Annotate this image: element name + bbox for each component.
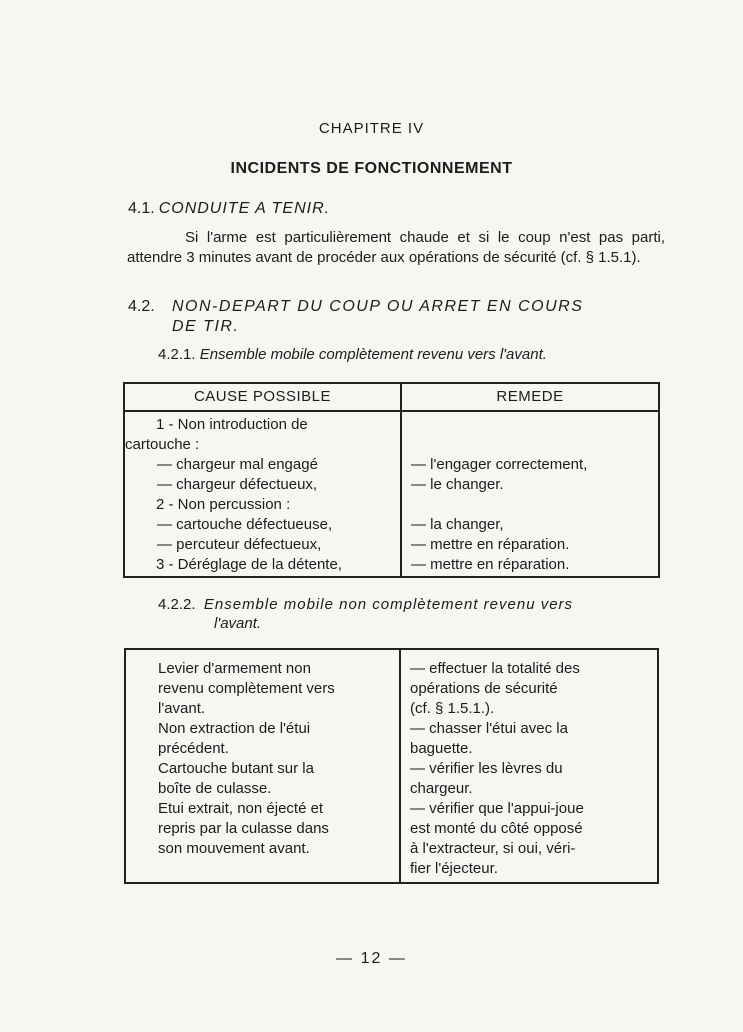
symptom-line: revenu complètement vers: [158, 680, 335, 697]
column-divider: [399, 650, 401, 882]
symptom-line: boîte de culasse.: [158, 780, 272, 797]
chapter-title: INCIDENTS DE FONCTIONNEMENT: [230, 160, 513, 177]
remedy-line: baguette.: [410, 740, 473, 757]
section-title-line1: Ensemble mobile non complètement revenu vers: [203, 596, 574, 613]
section-4-2-heading: [128, 297, 666, 337]
cause-line: — cartouche défectueuse,: [157, 516, 333, 533]
table-header-row: [125, 384, 658, 412]
incident-table-2: [124, 648, 659, 884]
symptom-line: précédent.: [158, 740, 229, 757]
column-divider: [400, 384, 402, 576]
header-remede: REMEDE: [496, 388, 564, 405]
section-number: 4.2.: [128, 298, 155, 315]
section-4-2-2-heading: [158, 595, 663, 633]
symptom-line: Etui extrait, non éjecté et: [158, 800, 324, 817]
symptom-line: Non extraction de l'étui: [158, 720, 311, 737]
cause-line: 2 - Non percussion :: [156, 496, 291, 513]
remedy-line: opérations de sécurité: [410, 680, 558, 697]
chapter-heading: CHAPITRE IV: [318, 120, 425, 137]
section-title-line2: DE TIR.: [172, 318, 240, 335]
remedy-column: [410, 659, 584, 879]
remedy-line: — effectuer la totalité des: [410, 660, 580, 677]
section-title-line1: NON-DEPART DU COUP OU ARRET EN COURS: [172, 298, 584, 315]
symptom-column: [158, 659, 335, 859]
remedy-line: — chasser l'étui avec la: [410, 720, 568, 737]
section-4-1-paragraph: Si l'arme est particulièrement chaude et si le coup n'est pas parti, attendre 3 minutes avant de procéder aux opérations de sécurité (cf. § 1.5.1).: [127, 229, 665, 266]
cause-line: — chargeur défectueux,: [157, 476, 318, 493]
cause-line: — percuteur défectueux,: [157, 536, 322, 553]
remede-line: — la changer,: [411, 516, 504, 533]
section-number: 4.2.2.: [158, 596, 196, 613]
remedy-line: chargeur.: [410, 780, 473, 797]
remede-line: — l'engager correctement,: [411, 456, 588, 473]
cause-line: — chargeur mal engagé: [157, 456, 318, 473]
remedy-line: à l'extracteur, si oui, véri-: [410, 840, 576, 857]
cause-line: cartouche :: [125, 436, 200, 453]
remedy-line: — vérifier que l'appui-joue: [410, 800, 584, 817]
symptom-line: son mouvement avant.: [158, 840, 310, 857]
header-cause: CAUSE POSSIBLE: [193, 388, 332, 405]
remedy-line: — vérifier les lèvres du: [410, 760, 563, 777]
symptom-line: repris par la culasse dans: [158, 820, 329, 837]
remede-line: — mettre en réparation.: [411, 556, 570, 573]
remede-line: — mettre en réparation.: [411, 536, 570, 553]
page-number: — 12 —: [336, 950, 407, 967]
symptom-line: Cartouche butant sur la: [158, 760, 314, 777]
incident-table-1: [123, 382, 660, 578]
remede-line: — le changer.: [411, 476, 504, 493]
cause-line: 1 - Non introduction de: [156, 416, 308, 433]
remedy-line: (cf. § 1.5.1.).: [410, 700, 495, 717]
section-title-line2: l'avant.: [214, 615, 262, 632]
section-title: CONDUITE A TENIR.: [158, 200, 331, 217]
section-number: 4.1.: [128, 200, 155, 217]
remedy-line: est monté du côté opposé: [410, 820, 583, 837]
cause-line: 3 - Déréglage de la détente,: [156, 556, 342, 573]
section-4-1-heading: [128, 200, 330, 218]
symptom-line: Levier d'armement non: [158, 660, 311, 677]
section-4-2-1-heading: [158, 346, 547, 363]
section-number: 4.2.1.: [158, 346, 196, 363]
section-title: Ensemble mobile complètement revenu vers l'avant.: [199, 346, 547, 363]
symptom-line: l'avant.: [158, 700, 206, 717]
remedy-line: fier l'éjecteur.: [410, 860, 498, 877]
